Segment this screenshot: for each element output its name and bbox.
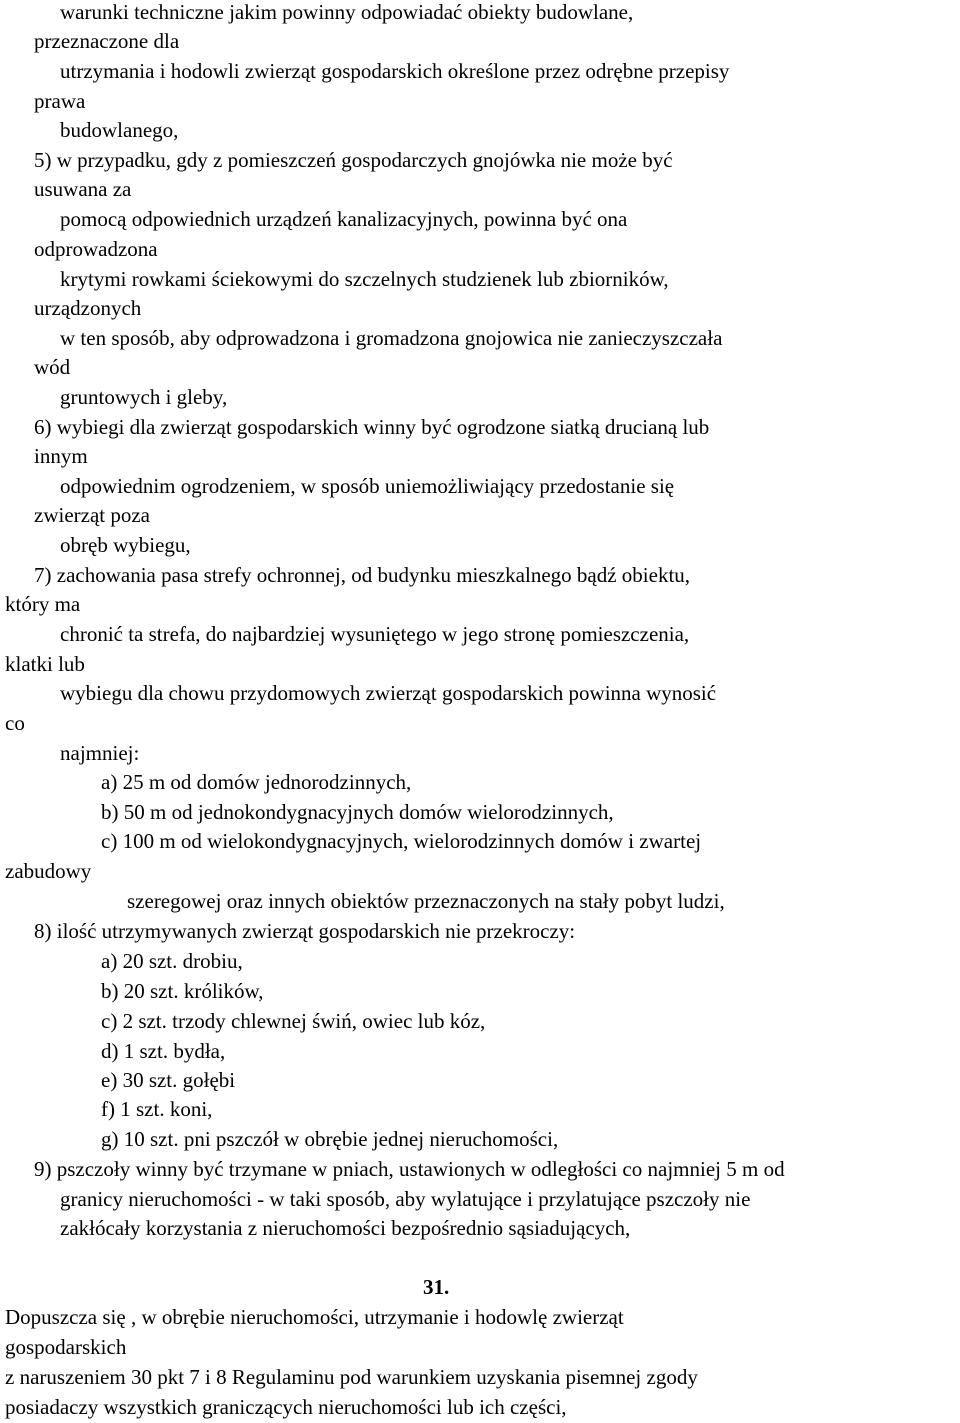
text-line: krytymi rowkami ściekowymi do szczelnych studzienek lub zbiorników, <box>60 267 669 291</box>
text-line: posiadaczy wszystkich graniczących nieruchomości lub ich części, <box>5 1395 567 1419</box>
text-line: g) 10 szt. pni pszczół w obrębie jednej nieruchomości, <box>101 1127 559 1151</box>
text-line: b) 20 szt. królików, <box>101 979 264 1003</box>
text-line: gruntowych i gleby, <box>60 385 228 409</box>
text-line: prawa <box>34 89 86 113</box>
text-line: Dopuszcza się , w obrębie nieruchomości, utrzymanie i hodowlę zwierząt <box>5 1305 624 1329</box>
text-line: wód <box>34 355 71 379</box>
text-line: 9) pszczoły winny być trzymane w pniach, ustawionych w odległości co najmniej 5 m od <box>34 1157 785 1181</box>
text-line: urządzonych <box>34 296 142 320</box>
text-line: zabudowy <box>5 859 92 883</box>
text-line: szeregowej oraz innych obiektów przeznaczonych na stały pobyt ludzi, <box>127 889 725 913</box>
text-line: 5) w przypadku, gdy z pomieszczeń gospodarczych gnojówka nie może być <box>34 148 673 172</box>
text-line: przeznaczone dla <box>34 29 180 53</box>
text-line: co <box>5 711 25 735</box>
text-line: warunki techniczne jakim powinny odpowiadać obiekty budowlane, <box>60 0 634 24</box>
text-line: b) 50 m od jednokondygnacyjnych domów wielorodzinnych, <box>101 800 614 824</box>
text-line: f) 1 szt. koni, <box>101 1097 213 1121</box>
text-line: utrzymania i hodowli zwierząt gospodarskich określone przez odrębne przepisy <box>60 59 730 83</box>
text-line: zakłócały korzystania z nieruchomości bezpośrednio sąsiadujących, <box>60 1216 631 1240</box>
text-line: obręb wybiegu, <box>60 533 191 557</box>
text-line: usuwana za <box>34 177 132 201</box>
text-line: budowlanego, <box>60 118 179 142</box>
section-heading: 31. <box>423 1275 450 1299</box>
text-line: a) 25 m od domów jednorodzinnych, <box>101 770 412 794</box>
text-line: z naruszeniem 30 pkt 7 i 8 Regulaminu pod warunkiem uzyskania pisemnej zgody <box>5 1365 698 1389</box>
text-line: d) 1 szt. bydła, <box>101 1039 226 1063</box>
text-line: 7) zachowania pasa strefy ochronnej, od budynku mieszkalnego bądź obiektu, <box>34 563 691 587</box>
text-line: c) 2 szt. trzody chlewnej świń, owiec lub kóz, <box>101 1009 486 1033</box>
text-line: gospodarskich <box>5 1335 127 1359</box>
text-line: odprowadzona <box>34 237 158 261</box>
text-line: chronić ta strefa, do najbardziej wysuniętego w jego stronę pomieszczenia, <box>60 622 690 646</box>
text-line: który ma <box>5 592 81 616</box>
text-line: 6) wybiegi dla zwierząt gospodarskich winny być ogrodzone siatką drucianą lub <box>34 415 710 439</box>
text-line: najmniej: <box>60 741 140 765</box>
text-line: granicy nieruchomości - w taki sposób, aby wylatujące i przylatujące pszczoły nie <box>60 1187 751 1211</box>
text-line: wybiegu dla chowu przydomowych zwierząt gospodarskich powinna wynosić <box>60 681 717 705</box>
text-line: odpowiednim ogrodzeniem, w sposób uniemożliwiający przedostanie się <box>60 474 675 498</box>
text-line: klatki lub <box>5 652 85 676</box>
text-line: w ten sposób, aby odprowadzona i gromadzona gnojowica nie zanieczyszczała <box>60 326 723 350</box>
text-line: e) 30 szt. gołębi <box>101 1068 236 1092</box>
text-line: innym <box>34 444 88 468</box>
text-line: a) 20 szt. drobiu, <box>101 949 243 973</box>
text-line: zwierząt poza <box>34 503 151 527</box>
text-line: pomocą odpowiednich urządzeń kanalizacyjnych, powinna być ona <box>60 207 628 231</box>
text-line: c) 100 m od wielokondygnacyjnych, wielorodzinnych domów i zwartej <box>101 829 702 853</box>
text-line: 8) ilość utrzymywanych zwierząt gospodarskich nie przekroczy: <box>34 919 576 943</box>
